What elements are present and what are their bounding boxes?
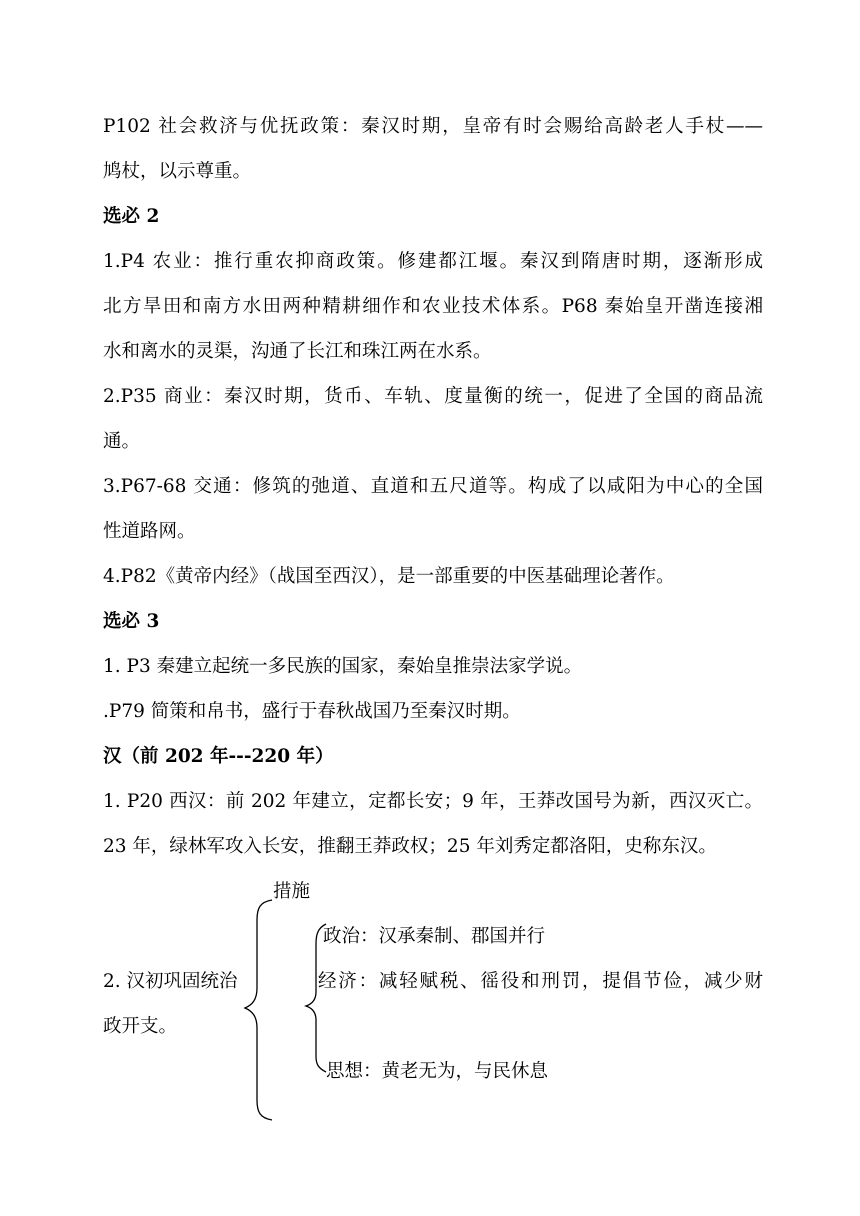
paragraph-line: .P79 简策和帛书，盛行于春秋战国乃至秦汉时期。 [103, 701, 521, 722]
paragraph-line: 3.P67-68 交通：修筑的弛道、直道和五尺道等。构成了以咸阳为中心的全国 [103, 476, 763, 497]
paragraph-line: 1. P20 西汉：前 202 年建立，定都长安；9 年，王莽改国号为新，西汉灭亡。 [103, 791, 763, 812]
paragraph-line: 1.P4 农业：推行重农抑商政策。修建都江堰。秦汉到隋唐时期，逐渐形成 [103, 251, 763, 272]
section-heading: 选必 2 [103, 206, 160, 227]
section-heading: 选必 3 [103, 611, 160, 632]
paragraph-line: 2.P35 商业：秦汉时期，货币、车轨、度量衡的统一，促进了全国的商品流 [103, 386, 763, 407]
diagram-item-thought: 思想：黄老无为，与民休息 [326, 1061, 549, 1082]
section-heading: 汉（前 202 年---220 年） [103, 746, 334, 767]
paragraph-line: 通。 [103, 431, 141, 452]
diagram-root-continuation: 政开支。 [103, 1016, 178, 1037]
paragraph-line: P102 社会救济与优抚政策：秦汉时期，皇帝有时会赐给高龄老人手杖—— [103, 116, 763, 137]
diagram-root: 2. 汉初巩固统治 [103, 971, 238, 992]
paragraph-line: 4.P82《黄帝内经》（战国至西汉），是一部重要的中医基础理论著作。 [103, 566, 675, 587]
paragraph-line: 北方旱田和南方水田两种精耕细作和农业技术体系。P68 秦始皇开凿连接湘 [103, 296, 763, 317]
outer-brace [245, 900, 272, 1120]
paragraph-line: 鸠杖，以示尊重。 [103, 161, 252, 182]
diagram-item-economy: 经济：减轻赋税、徭役和刑罚，提倡节俭，减少财 [318, 971, 763, 992]
diagram-heading: 措施 [273, 881, 311, 902]
paragraph-line: 23 年，绿林军攻入长安，推翻王莽政权；25 年刘秀定都洛阳，史称东汉。 [103, 836, 717, 857]
diagram-item-politics: 政治：汉承秦制、郡国并行 [323, 926, 546, 947]
paragraph-line: 水和离水的灵渠，沟通了长江和珠江两在水系。 [103, 341, 492, 362]
paragraph-line: 性道路网。 [103, 521, 196, 542]
paragraph-line: 1. P3 秦建立起统一多民族的国家，秦始皇推崇法家学说。 [103, 656, 583, 677]
